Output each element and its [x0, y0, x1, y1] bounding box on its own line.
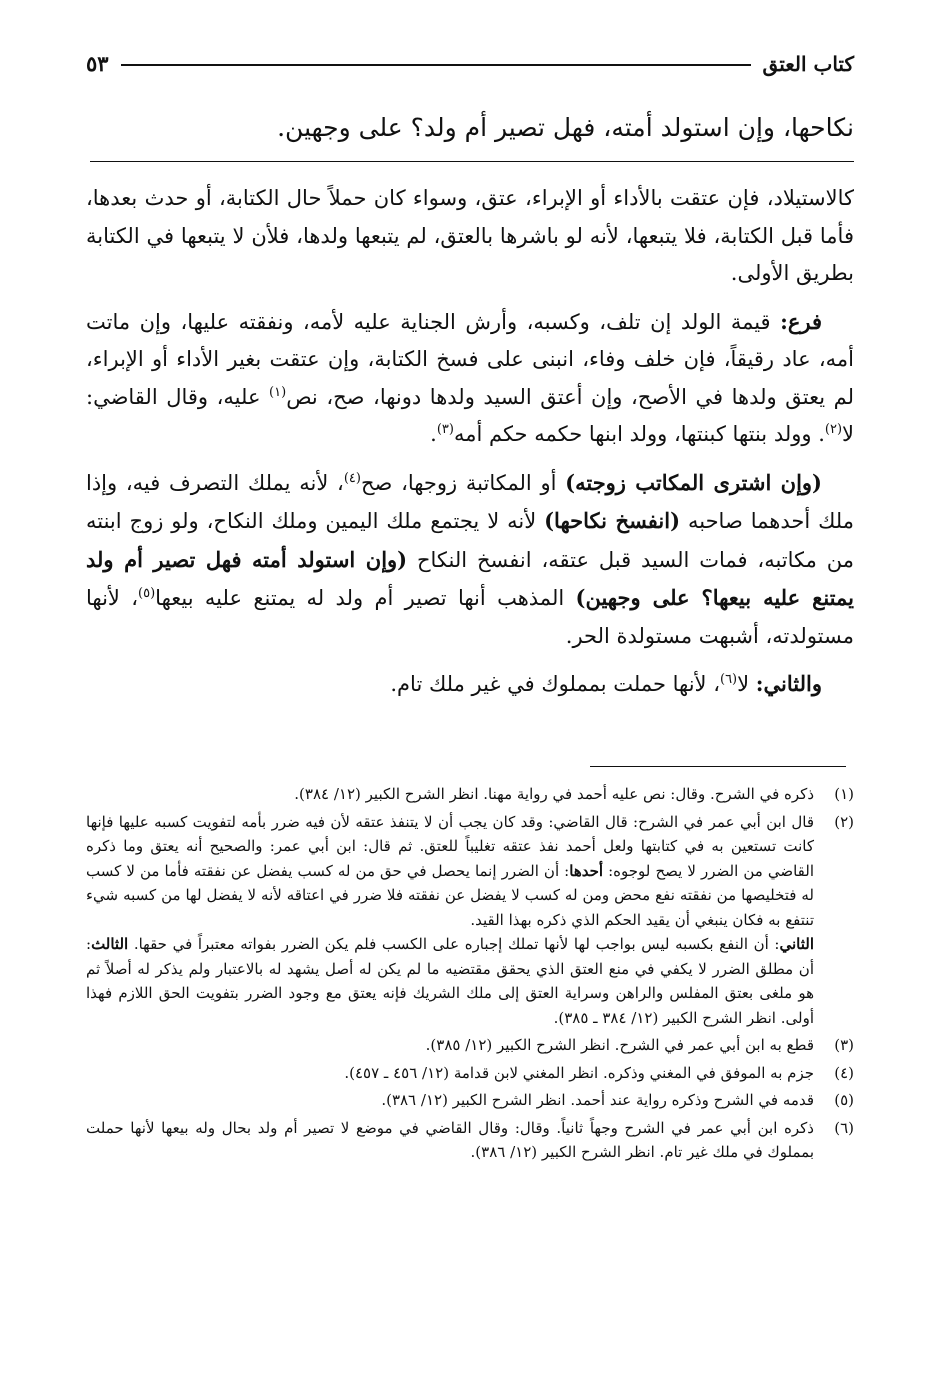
footnote-2-part-1	[86, 810, 814, 933]
footnote-number: (٣)	[834, 1036, 854, 1054]
commentary-body	[86, 180, 854, 714]
footnote-2-text-d: : أن مطلق الضرر لا يكفي في منع العتق الذي يحقق مقتضيه ما لم يكن له أصل يشهد له بالاعتبار ولم يذكر له أصلاً ثم هو ملغى بعتق المفلس والراهن وسراية العتق إلى ملك الشريك فإنه يعتق مع وجود الضرر بتفويت الحق اللازم فهذا أولى. انظر الشرح الكبير (١٢/ ٣٨٤ ـ ٣٨٥).	[86, 935, 814, 1027]
footnote-ref-3[interactable]: (٣)	[436, 422, 454, 437]
matn-quote-2: (انفسخ نكاحها)	[544, 508, 681, 533]
footnote-6	[86, 1116, 854, 1165]
paragraph-3-text-a: أو المكاتبة زوجها، صح	[360, 470, 566, 495]
footnote-2-text-c: : أن النفع بكسبه ليس بواجب لها لأنها تملك إجباره على الكسب فلم يكن الضرر بفواته معتبراً في حقها.	[128, 935, 780, 953]
footnotes	[86, 782, 854, 1168]
footnote-separator	[590, 766, 846, 767]
footnote-3	[86, 1033, 854, 1058]
footnote-number: (٦)	[834, 1118, 854, 1137]
footnote-ref-4[interactable]: (٤)	[343, 470, 361, 486]
footnote-text: قدمه في الشرح وذكره رواية عند أحمد. انظر الشرح الكبير (١٢/ ٣٨٦).	[381, 1091, 814, 1109]
paragraph-3-text-b: ، لأنه يملك التصرف فيه، وإذا ملك أحدهما صاحبه	[86, 470, 854, 533]
footnote-ref-2[interactable]: (٢)	[824, 422, 843, 437]
footnote-4	[86, 1061, 854, 1086]
second-view-label: والثاني:	[755, 671, 822, 696]
footnote-number: (٥)	[834, 1091, 854, 1109]
footnote-text: جزم به الموفق في المغني وذكره. انظر المغني لابن قدامة (١٢/ ٤٥٦ ـ ٤٥٧).	[344, 1063, 814, 1082]
header-rule	[121, 64, 751, 66]
paragraph-3	[86, 464, 854, 656]
far-label: فرع:	[780, 308, 822, 334]
footnote-text	[86, 810, 814, 1031]
page-header	[86, 44, 854, 80]
footnote-2-third-label: الثالث	[91, 935, 129, 953]
matn-separator	[90, 161, 854, 162]
paragraph-2	[86, 303, 854, 454]
footnote-number: (١)	[834, 785, 854, 803]
paragraph-2-text-d: .	[430, 422, 437, 446]
footnote-2-text-b: : أن الضرر إنما يحصل في حق من له كسب يفضل عن نفقته فأما من لا كسب له فتخليصها من نفقته نفع محض ومن له كسب لا يفضل عن نفقته فلا ضرر في اعتاقه لأنه لا يفضل لها من كسبه شيء تنتفع به فكان ينبغي أن يقيد الحكم الذي ذكره بهذا القيد.	[86, 861, 814, 929]
matn-quote-1: (وإن اشترى المكاتب زوجته)	[565, 469, 822, 495]
paragraph-2-text-c: . وولد بنتها كبنتها، وولد ابنها حكمه حكم أمه	[453, 422, 825, 446]
page-number: ٥٣	[86, 51, 109, 76]
footnote-2-second-label: الثاني	[779, 935, 814, 953]
footnote-1	[86, 782, 854, 807]
footnote-text: ذكره في الشرح. وقال: نص عليه أحمد في رواية مهنا. انظر الشرح الكبير (١٢/ ٣٨٤).	[294, 785, 814, 803]
paragraph-4	[86, 665, 854, 704]
matn-line: نكاحها، وإن استولد أمته، فهل تصير أم ولد؟ على وجهين.	[277, 113, 854, 142]
footnote-ref-6[interactable]: (٦)	[719, 672, 738, 687]
paragraph-3-text-e: ، لأنها مستولدته، أشبهت مستولدة الحر.	[86, 586, 854, 648]
footnote-2-part-2	[86, 932, 814, 1030]
footnote-5	[86, 1088, 854, 1113]
paragraph-4-text-a: لا	[737, 672, 756, 696]
paragraph-1: كالاستيلاد، فإن عتقت بالأداء أو الإبراء، عتق، وسواء كان حملاً حال الكتابة، أو حدث بعدها، فأما قبل الكتابة، فلا يتبعها، لأنه لو باشرها بالعتق، لم يتبعها ولدها، فلأن لا يتبعها في الكتابة بطريق الأولى.	[86, 186, 854, 285]
footnote-text: قطع به ابن أبي عمر في الشرح. انظر الشرح الكبير (١٢/ ٣٨٥).	[425, 1036, 814, 1054]
footnote-text: ذكره ابن أبي عمر في الشرح وجهاً ثانياً. وقال: وقال القاضي في موضع لا تصير أم ولد بحال وله بيعها لأنها حملت بمملوك في ملك غير تام. انظر الشرح الكبير (١٢/ ٣٨٦).	[86, 1118, 814, 1161]
footnote-ref-1[interactable]: (١)	[269, 384, 287, 400]
footnote-2-text-a: قال ابن أبي عمر في الشرح: قال القاضي: وقد كان يجب أن لا يتنفذ عتقه لأن فيه ضرر بأمه لتفويت كسبه عليها فإنها كانت تستعين به في كتابتها ولعل أحمد نفذ عتقه تغليباً للعتق. ثم قال: ابن أبي عمر: والصحيح أنه يعتق وما ذكره القاضي من الضرر لا يصح لوجوه:	[86, 812, 814, 880]
footnote-number: (٤)	[834, 1063, 854, 1082]
paragraph-2-text-a: قيمة الولد إن تلف، وكسبه، وأرش الجناية عليه لأمه، ونفقته عليها، وإن ماتت أمه، عاد رقيقاً، فإن خلف وفاء، انبنى على فسخ الكتابة، وإن عتقت بغير الأداء أو الإبراء، لم يعتق ولدها في الأصح، وإن أعتق السيد ولدها دونها، صح، نص	[86, 309, 854, 409]
paragraph-3-text-d: المذهب أنها تصير أم ولد له يمتنع عليه بيعها	[155, 586, 576, 610]
footnote-2	[86, 810, 854, 1031]
running-title: كتاب العتق	[762, 52, 854, 76]
paragraph-4-text-b: ، لأنها حملت بمملوك في غير ملك تام.	[390, 672, 720, 696]
footnote-number: (٢)	[834, 812, 854, 831]
footnote-ref-5[interactable]: (٥)	[138, 586, 156, 601]
matn-quote-3: (وإن استولد أمته فهل تصير أم ولد يمتنع عليه بيعها؟ على وجهين)	[86, 546, 854, 610]
footnote-2-first-label: أحدها	[569, 861, 604, 880]
paragraph-3-text-c: لأنه لا يجتمع ملك اليمين وملك النكاح، ولو زوج ابنته من مكاتبه، فمات السيد قبل عتقه، انفسخ النكاح	[86, 509, 854, 572]
paragraph-2-text-b: عليه، وقال القاضي: لا	[86, 384, 854, 446]
